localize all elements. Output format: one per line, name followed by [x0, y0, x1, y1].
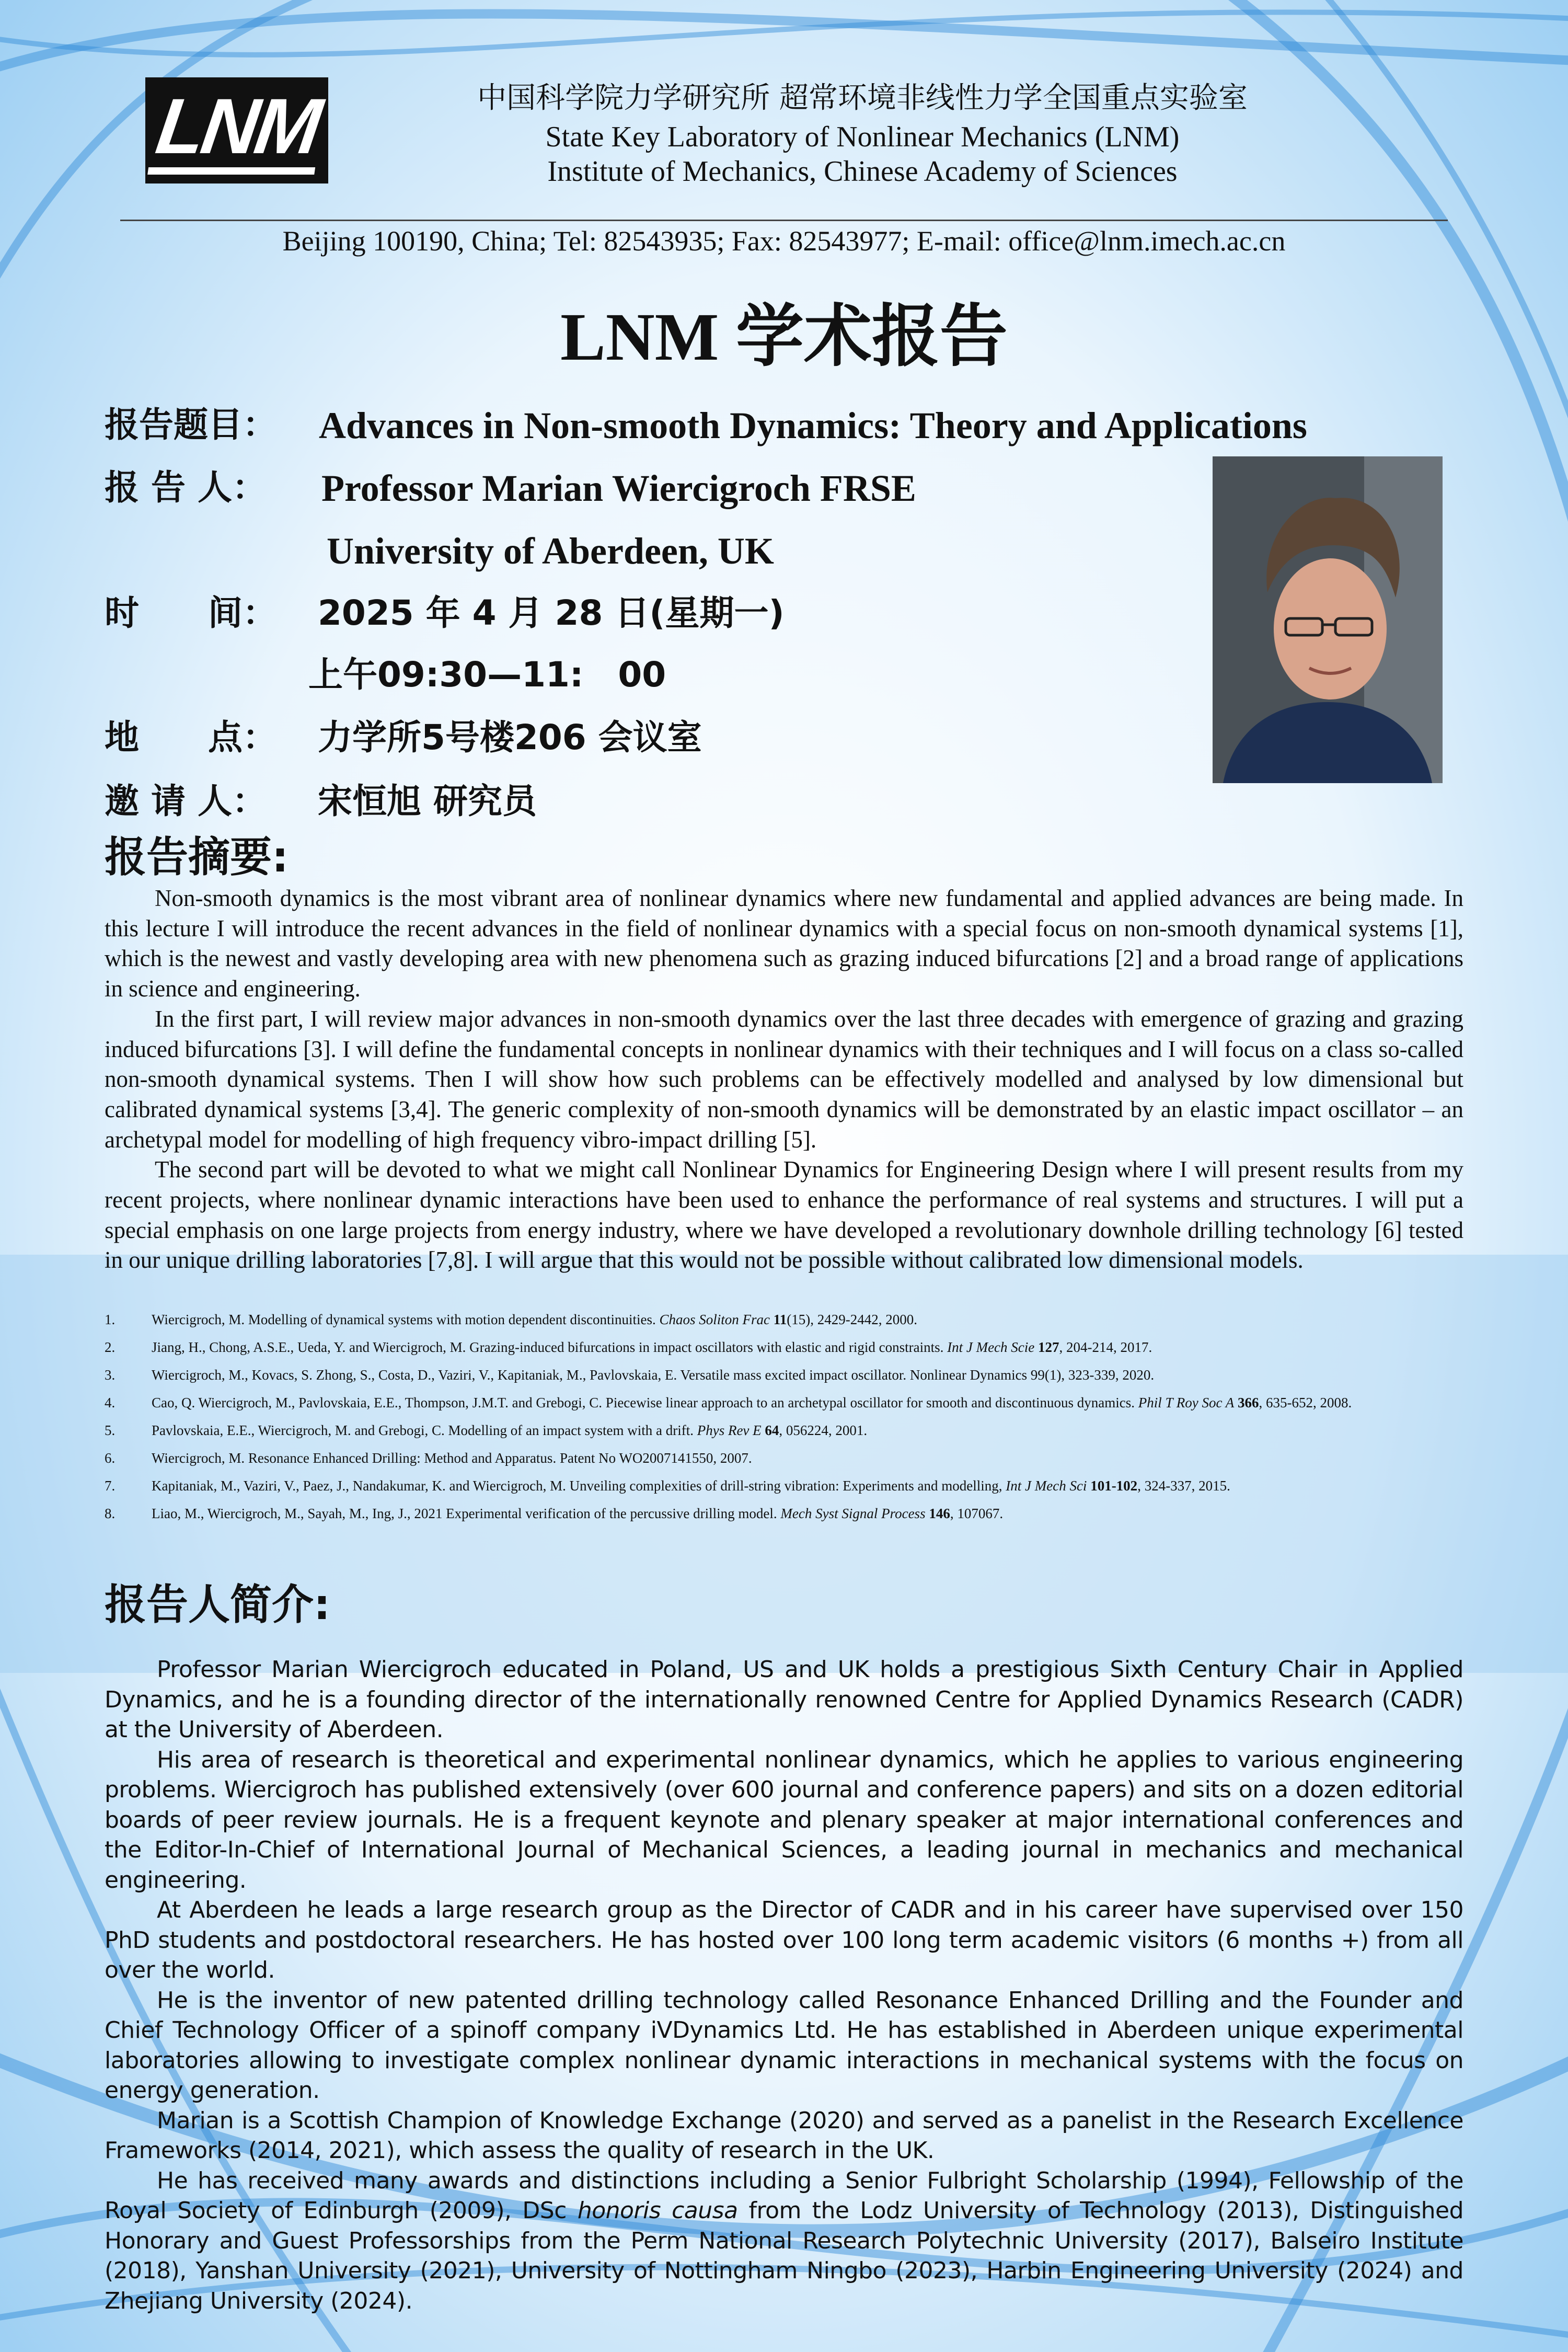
reference-pages: , 107067.	[950, 1506, 1004, 1521]
header-contact: Beijing 100190, China; Tel: 82543935; Fax: 82543977; E-mail: office@lnm.imech.ac.cn	[282, 225, 1286, 257]
reference-pages: , 056224, 2001.	[779, 1422, 868, 1438]
reference-list	[105, 1312, 1463, 1534]
reference-text: Wiercigroch, M. Resonance Enhanced Drilling: Method and Apparatus. Patent No WO2007141550, 2007.	[152, 1450, 752, 1466]
reference-pages: , 324-337, 2015.	[1137, 1478, 1230, 1494]
reference-pages: , 635-652, 2008.	[1259, 1395, 1352, 1410]
reference-number: 1.	[105, 1312, 116, 1327]
date-value: 2025 年 4 月 28 日(星期一)	[318, 593, 785, 633]
time-value: 上午09:30—11: 00	[308, 655, 666, 695]
bio-body	[105, 1655, 1463, 2316]
reference-text: Wiercigroch, M., Kovacs, S. Zhong, S., Costa, D., Vaziri, V., Kapitaniak, M., Pavlovskaia, E. Versatile mass excited impact oscillator. Nonlinear Dynamics 99(1), 323-339, 2020.	[152, 1367, 1155, 1383]
bio-text: He has received many awards and distinctions including a Senior Fulbright Scholarship (1994), Fellowship of the Royal Society of Edinburgh (2009), DSc	[105, 2167, 1463, 2224]
reference-item	[105, 1395, 1463, 1410]
reference-item	[105, 1312, 1463, 1327]
reference-volume: 64	[765, 1422, 779, 1438]
reference-journal: Chaos Soliton Frac	[659, 1312, 770, 1327]
bio-paragraph: At Aberdeen he leads a large research group as the Director of CADR and in his career have supervised over 150 PhD students and postdoctoral researchers. He has hosted over 100 long term academic visitors (6 months +) from all over the world.	[105, 1897, 1463, 1983]
bio-heading: 报告人简介:	[105, 1580, 330, 1629]
reference-item	[105, 1478, 1463, 1493]
abstract-paragraph: The second part will be devoted to what we might call Nonlinear Dynamics for Engineering Design where I will present results from my recent projects, where nonlinear dynamic interactions have been used to enhance the performance of real systems and structures. I will put a special emphasis on one large projects from energy industry, where we have developed a revolutionary downhole drilling technology [6] tested in our unique drilling laboratories [7,8]. I will argue that this would not be possible without calibrated low dimensional models.	[105, 1156, 1463, 1273]
reference-journal: Phil T Roy Soc A	[1138, 1395, 1235, 1410]
header-divider	[120, 220, 1448, 221]
header-lab-name: State Key Laboratory of Nonlinear Mechanics (LNM)	[545, 121, 1180, 153]
speaker-photo	[1213, 456, 1443, 783]
reference-item	[105, 1506, 1463, 1521]
bio-text-italic: honoris causa	[577, 2197, 738, 2224]
reference-item	[105, 1423, 1463, 1438]
reference-text: Liao, M., Wiercigroch, M., Sayah, M., Ing, J., 2021 Experimental verification of the percussive drilling model.	[152, 1506, 781, 1521]
page-title: LNM 学术报告	[560, 300, 1008, 375]
reference-pages: (15), 2429-2442, 2000.	[787, 1312, 918, 1327]
host-label: 邀 请 人：	[105, 781, 267, 821]
reference-number: 2.	[105, 1339, 116, 1355]
reference-number: 3.	[105, 1367, 116, 1383]
reference-text: Pavlovskaia, E.E., Wiercigroch, M. and Grebogi, C. Modelling of an impact system with a drift.	[152, 1422, 697, 1438]
reference-item	[105, 1340, 1463, 1355]
reference-volume: 127	[1038, 1339, 1059, 1355]
reference-journal: Int J Mech Scie	[947, 1339, 1035, 1355]
reference-journal: Mech Syst Signal Process	[780, 1506, 926, 1521]
host-value: 宋恒旭 研究员	[318, 781, 537, 821]
abstract-paragraph: Non-smooth dynamics is the most vibrant area of nonlinear dynamics where new fundamental and applied advances are being made. In this lecture I will introduce the recent advances in the field of nonlinear dynamics with a special focus on non-smooth dynamical systems [1], which is the newest and vastly developing area with new phenomena such as grazing induced bifurcations [2] and a broad range of applications in science and engineering.	[105, 885, 1463, 1002]
header-institute: Institute of Mechanics, Chinese Academy of Sciences	[547, 155, 1178, 188]
logo-text: LNM	[147, 87, 327, 175]
reference-pages: , 204-214, 2017.	[1059, 1339, 1152, 1355]
abstract-heading: 报告摘要:	[105, 833, 289, 881]
reference-number: 8.	[105, 1506, 116, 1521]
reference-number: 6.	[105, 1450, 116, 1466]
abstract-paragraph: In the first part, I will review major advances in non-smooth dynamics over the last three decades with emergence of grazing and grazing induced bifurcations [3]. I will define the fundamental concepts in nonlinear dynamics with their techniques and I will focus on a class so-called non-smooth dynamical systems. Then I will show how such problems can be effectively modelled and analysed by low dimensional but calibrated dynamical systems [3,4]. The generic complexity of non-smooth dynamics will be demonstrated by an elastic impact oscillator – an archetypal model for modelling of high frequency vibro-impact drilling [5].	[105, 1005, 1463, 1153]
reference-number: 7.	[105, 1478, 116, 1494]
reference-volume: 11	[773, 1312, 787, 1327]
place-value: 力学所5号楼206 会议室	[318, 717, 702, 758]
header-chinese-name: 中国科学院力学研究所 超常环境非线性力学全国重点实验室	[477, 81, 1248, 115]
bio-paragraph: His area of research is theoretical and experimental nonlinear dynamics, which he applies to various engineering problems. Wiercigroch has published extensively (over 600 journal and conference papers) and sits on a dozen editorial boards of peer review journals. He is a frequent keynote and plenary speaker at major international conferences and the Editor-In-Chief of International Journal of Mechanical Sciences, a leading journal in mechanics and mechanical engineering.	[105, 1746, 1463, 1894]
speaker-value: Professor Marian Wiercigroch FRSE	[321, 467, 916, 509]
reference-item	[105, 1368, 1463, 1382]
bio-paragraph: He is the inventor of new patented drilling technology called Resonance Enhanced Drilling and the Founder and Chief Technology Officer of a spinoff company iVDynamics Ltd. He has established in Aberdeen unique experimental laboratories allowing to investigate complex nonlinear dynamic interactions in mechanical systems with the focus on energy generation.	[105, 1987, 1463, 2104]
reference-number: 5.	[105, 1422, 116, 1438]
bio-paragraph: Professor Marian Wiercigroch educated in Poland, US and UK holds a prestigious Sixth Century Chair in Applied Dynamics, and he is a founding director of the internationally renowned Centre for Applied Dynamics Research (CADR) at the University of Aberdeen.	[105, 1656, 1463, 1743]
reference-volume: 146	[929, 1506, 950, 1521]
reference-text: Jiang, H., Chong, A.S.E., Ueda, Y. and Wiercigroch, M. Grazing-induced bifurcations in impact oscillators with elastic and rigid constraints.	[152, 1339, 948, 1355]
reference-item	[105, 1451, 1463, 1465]
reference-volume: 101-102	[1090, 1478, 1138, 1494]
time-label: 时 间：	[105, 593, 277, 633]
bio-paragraph	[105, 2166, 1463, 2316]
bio-paragraph: Marian is a Scottish Champion of Knowledge Exchange (2020) and served as a panelist in the Research Excellence Frameworks (2014, 2021), which assess the quality of research in the UK.	[105, 2107, 1463, 2164]
bio-text: from the Lodz University of Technology (2013), Distinguished Honorary and Guest Professorships from the Perm National Research Polytechnic University (2017), Balseiro Institute (2018), Yanshan University (2021), University of Nottingham Ningbo (2023), Harbin Engineering University (2024) and Zhejiang University (2024).	[105, 2197, 1463, 2314]
affiliation-value: University of Aberdeen, UK	[327, 530, 774, 572]
speaker-label: 报 告 人：	[105, 467, 267, 508]
reference-text: Wiercigroch, M. Modelling of dynamical systems with motion dependent discontinuities.	[152, 1312, 660, 1327]
reference-journal: Int J Mech Sci	[1006, 1478, 1087, 1494]
reference-text: Kapitaniak, M., Vaziri, V., Paez, J., Nandakumar, K. and Wiercigroch, M. Unveiling complexities of drill-string vibration: Experiments and modelling,	[152, 1478, 1006, 1494]
reference-number: 4.	[105, 1395, 116, 1410]
topic-label: 报告题目：	[105, 405, 277, 445]
place-label: 地 点：	[105, 717, 277, 758]
topic-value: Advances in Non-smooth Dynamics: Theory and Applications	[319, 405, 1307, 446]
reference-text: Cao, Q. Wiercigroch, M., Pavlovskaia, E.E., Thompson, J.M.T. and Grebogi, C. Piecewise linear approach to an archetypal oscillator for smooth and discontinuous dynamics.	[152, 1395, 1138, 1410]
reference-journal: Phys Rev E	[697, 1422, 762, 1438]
reference-volume: 366	[1238, 1395, 1259, 1410]
abstract-body	[105, 884, 1463, 1276]
lnm-logo	[145, 77, 328, 183]
